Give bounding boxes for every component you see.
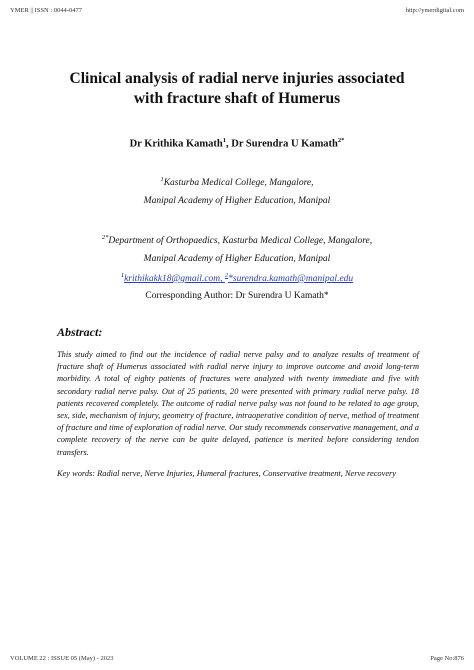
paper-title xyxy=(40,69,434,109)
abstract-body: This study aimed to find out the incidence of radial nerve palsy and to analyze results of treatment of fracture shaft of Humerus associated with radial nerve injury to improve outcome and avoid long-term morbidity. A total of eighty patients of fractures were analyzed with twenty immediate and five with secondary radial nerve palsy. Out of 25 patients, 20 were presented with primary radial nerve palsy. 18 patients recovered completely. The outcome of radial nerve palsy was not found to be related to age group, sex, side, mechanism of injury, geometry of fracture, intraoperative condition of nerve, method of treatment of fracture and time of exploration of radial nerve. Our study recommends conservative management, and a complete recovery of the nerve can be quite delayed, patience is merited before considering tendon transfers. xyxy=(57,350,419,457)
affiliation-2-sup: 2* xyxy=(101,234,109,241)
author-1-sup: 1 xyxy=(222,137,226,144)
author-2-sup: 2* xyxy=(337,137,345,144)
affiliation-1-line-1: $^1$Kasturba Medical College, Mangalore, xyxy=(160,176,314,189)
email-2-sup: 2 xyxy=(224,272,229,279)
affiliation-1-sup: 1 xyxy=(160,176,164,183)
email-2-link[interactable]: *surendra.kamath@manipal.edu xyxy=(228,274,354,285)
email-separator: , xyxy=(220,274,225,285)
affiliation-2-line-2: Manipal Academy of Higher Education, Manipal xyxy=(143,254,331,264)
footer-volume: VOLUME 22 : ISSUE 05 (May) - 2023 xyxy=(10,655,114,662)
title-line-2: with fracture shaft of Humerus xyxy=(133,90,341,107)
journal-url[interactable]: http://ymerdigital.com xyxy=(405,7,464,14)
email-line xyxy=(40,272,434,284)
abstract-heading: Abstract: xyxy=(57,325,103,339)
journal-header: YMER || ISSN : 0044-0477 xyxy=(10,7,82,14)
keywords: Key words: Radial nerve, Nerve Injuries, Humeral fractures, Conservative treatment, Nerve recovery xyxy=(57,469,397,478)
footer-page-number: Page No:876 xyxy=(430,655,464,662)
author-list xyxy=(40,137,434,150)
author-separator: , xyxy=(225,138,232,150)
affiliation-1-line-2: Manipal Academy of Higher Education, Manipal xyxy=(143,196,331,206)
title-line-1: Clinical analysis of radial nerve injuries associated xyxy=(69,70,405,87)
author-2: Dr Surendra U Kamath xyxy=(231,138,338,150)
email-1-sup: 1 xyxy=(120,272,125,279)
email-1-link[interactable]: krithikakk18@gmail.com xyxy=(124,274,221,285)
affiliation-2-line-1: $^{2*}$Department of Orthopaedics, Kasturba Medical College, Mangalore, xyxy=(101,234,373,247)
corresponding-author: Corresponding Author: Dr Surendra U Kamath* xyxy=(145,291,329,301)
author-1: Dr Krithika Kamath xyxy=(129,138,223,150)
